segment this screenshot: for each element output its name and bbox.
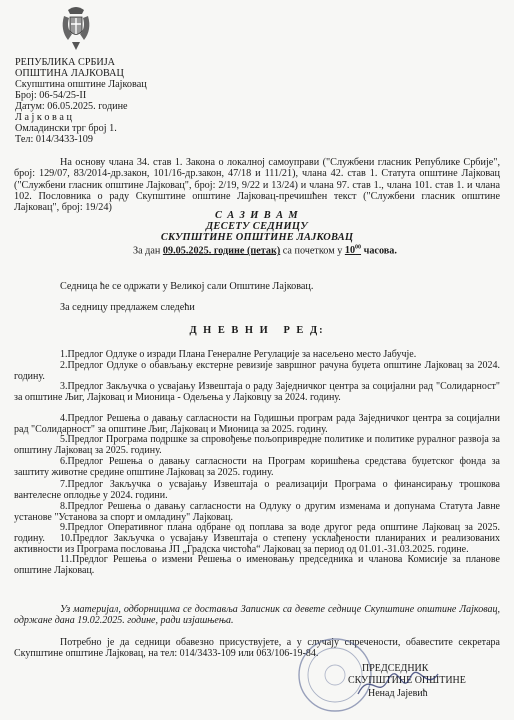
agenda-item: 7.Предлог Закључка о усвајању Извештаја о реализацији Програма о финансирању трошкова вантелесне оплодње у 2024. години. [14, 479, 500, 502]
agenda-item: 6.Предлог Решења о давању сагласности на Програм коришћења средстава буџетског фонда за заштиту животне средине општине Лајковац за 2025. годину. [14, 456, 500, 479]
serbian-coat-of-arms-icon [58, 4, 94, 52]
header-country: РЕПУБЛИКА СРБИЈА [15, 57, 116, 68]
date-prefix: За дан [133, 245, 161, 257]
session-date-line [133, 245, 397, 256]
agenda-item: 5.Предлог Програма подршке за спровођење пољопривредне политике и политике руралног развоја за општину Лајковац за 2025. годину. [14, 434, 500, 457]
agenda-item: 1.Предлог Одлуке о изради Плана Генералне Регулације за насељено место Јабучје. [60, 349, 417, 360]
agenda-item: 4.Предлог Решења о давању сагласности на Годишњи програм рада Заједничког центра за социјални рад "Солидарност" за општине Љиг, Лајковац и Мионица за 2025. годину. [14, 413, 500, 436]
header-phone: Тел: 014/3433-109 [15, 134, 93, 145]
convene-heading: С А З И В А М [214, 210, 300, 221]
agenda-item: 9.Предлог Оперативног плана одбране од поплава за воде другог реда општине Лајковац за 2025. годину. [14, 522, 500, 545]
assembly-title: СКУПШТИНЕ ОПШТИНЕ ЛАЈКОВАЦ [160, 232, 354, 243]
handwritten-signature-icon [350, 666, 445, 706]
agenda-item: 8.Предлог Решења о давању сагласности на Одлуку о другим изменама и допунама Статута Јавне установе "Установа за спорт и омладину" Лајковац. [14, 501, 500, 524]
agenda-item: 10.Предлог Закључка о усвајању Извештаја о степену усклађености планираних и реализованих активности из Програма пословања ЈП „Градска чистоћа“ Лајковац за период од 01.01.-31.03.2025. године. [14, 533, 500, 556]
session-time: $10^{00}$ [344, 245, 362, 257]
session-date: 09.05.2025. године (петак) [162, 245, 281, 257]
session-title: ДЕСЕТУ СЕДНИЦУ [205, 221, 309, 232]
signature-title-1: ПРЕДСЕДНИК [362, 663, 429, 674]
agenda-item: 3.Предлог Закључка о усвајању Извештаја о раду Заједничког центра за социјални рад "Солидарност" за општине Љиг, Лајковац и Мионица - Одељења у Лајковцу за 2024. годину. [14, 381, 500, 404]
attendance-note: Потребно је да седници обавезно присуствујете, а у случају спречености, обавестите секретара Скупштине општине Лајковац, на тел: 014/3433-109 или 063/106-19-84. [14, 637, 500, 660]
header-municipality: ОПШТИНА ЛАЈКОВАЦ [15, 68, 124, 79]
header-assembly: Скупштина општине Лајковац [15, 79, 147, 90]
header-address: Омладински трг број 1. [15, 123, 117, 134]
header-number: Број: 06-54/25-II [15, 90, 87, 101]
header-city: Л а ј к о в а ц [15, 112, 72, 123]
legal-basis-paragraph: На основу члана 34. став 1. Закона о локалној самоуправи ("Службени гласник Републике Србије", број: 129/07, 83/2014-др.закон, 101/16-др.закон, 47/18 и 111/21), члана 42. став 1. Статута општине Лајковац ("Службени гласник општине Лајковац", број: 2/19, 9/22 и 13/24) и члана 97. став 1., члана 101. став 1. и члана 102. Пословника о раду Скупштине општине Лајковац-пречишћен текст ("Службени гласник општине Лајковац", број: 19/24) [14, 157, 500, 214]
agenda-title: Д Н Е В Н И Р Е Д: [189, 325, 325, 336]
agenda-item: 2.Предлог Одлуке о обављању екстерне ревизије завршног рачуна буџета општине Лајковац за 2024. годину. [14, 360, 500, 383]
propose-text: За седницу предлажем следећи [60, 302, 195, 313]
agenda-item: 11.Предлог Решења о измени Решења о именовању председника и чланова Комисије за планове општине Лајковац. [14, 554, 500, 577]
date-middle: са почетком у [282, 245, 343, 257]
materials-note: Уз материјал, одборницима се доставља Записник са девете седнице Скупштине општине Лајковац, одржане дана 19.02.2025. године, ради изјашњења. [14, 604, 500, 627]
header-date: Датум: 06.05.2025. године [15, 101, 128, 112]
time-suffix: часова. [363, 245, 397, 257]
venue-text: Седница ће се одржати у Великој сали Општине Лајковац. [60, 281, 314, 292]
signatory-name: Ненад Јајевић [368, 688, 428, 699]
signature-title-2: СКУПШТИНЕ ОПШТИНЕ [348, 675, 466, 686]
